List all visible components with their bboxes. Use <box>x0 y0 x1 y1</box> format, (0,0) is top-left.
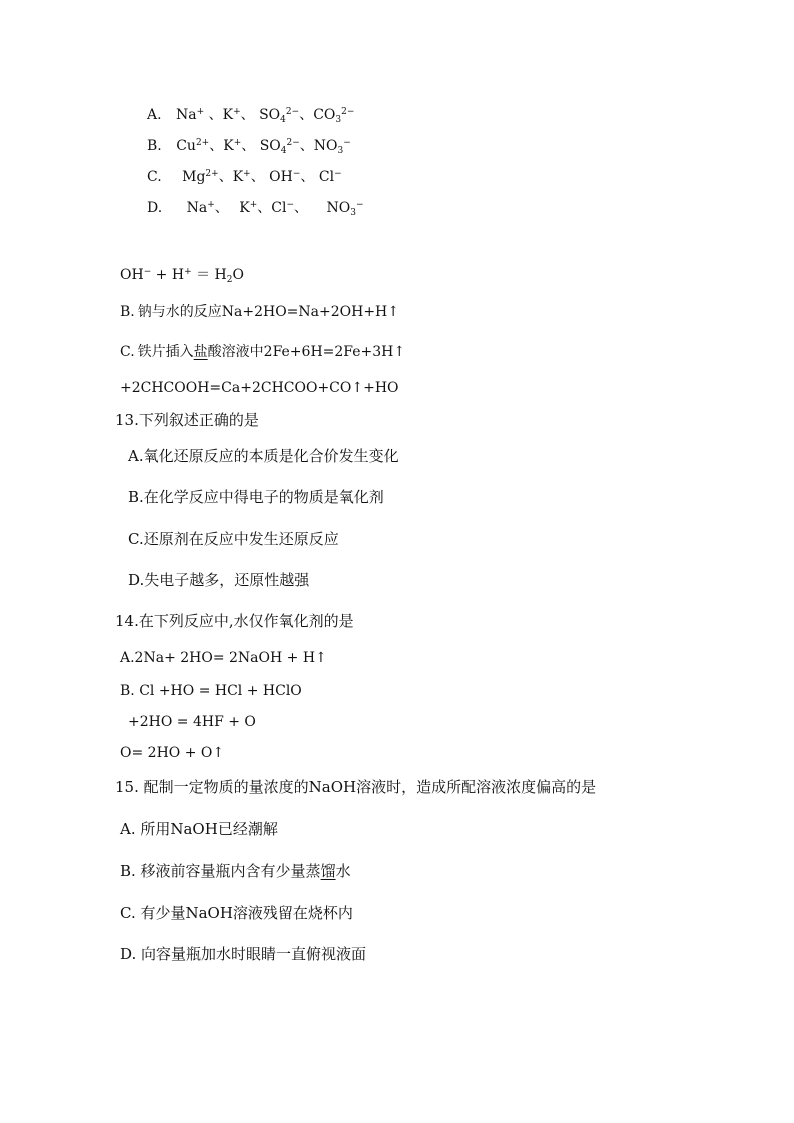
ion-charge: 2+ <box>195 138 210 148</box>
ion-option-b <box>147 136 351 156</box>
ion-charge: 2− <box>285 107 300 117</box>
option-text: A.氧化还原反应的本质是化合价发生变化 <box>128 447 399 465</box>
ion-charge: − <box>334 169 342 179</box>
option-text: C. 有少量NaOH溶液残留在烧杯内 <box>120 904 353 922</box>
ion-charge: − <box>343 138 351 148</box>
question-14-stem <box>115 611 354 631</box>
option-text: +2HO = 4HF + O <box>128 714 256 730</box>
ion-option-c <box>147 167 342 187</box>
ion-charge: 2− <box>341 107 355 117</box>
question-text: 14.在下列反应中,水仅作氧化剂的是 <box>115 612 354 630</box>
ion-charge: − <box>355 200 364 210</box>
option-text: B.在化学反应中得电子的物质是氧化剂 <box>128 488 384 506</box>
question-14-option-b <box>120 681 302 701</box>
ion-text: OH <box>269 169 293 185</box>
ion-charge: + <box>249 200 258 210</box>
equation-line-b <box>120 302 399 322</box>
ion-text: K <box>232 169 244 185</box>
ion-charge: + <box>196 107 205 117</box>
option-text: B. 移液前容量瓶内含有少量蒸 <box>120 862 321 880</box>
equation-text: ＝ H <box>191 267 227 283</box>
ion-text: Cl <box>318 169 335 185</box>
ion-charge: + <box>233 138 242 148</box>
ion-text: Na <box>176 107 197 123</box>
option-label: A. <box>147 107 162 123</box>
separator: 、 <box>241 138 256 154</box>
question-text: 13.下列叙述正确的是 <box>115 411 259 429</box>
ion-text: K <box>239 200 250 216</box>
ion-charge: 2− <box>286 138 300 148</box>
underlined-text: 盐 <box>193 344 208 360</box>
separator: 、 <box>299 138 314 154</box>
ion-text: Na <box>186 200 208 216</box>
separator: 、 <box>208 107 223 123</box>
option-label: C. <box>120 344 135 360</box>
ion-text: Mg <box>182 169 206 185</box>
ion-text: Cl <box>271 200 287 216</box>
question-13-option-b <box>128 487 384 507</box>
ion-subscript: 3 <box>335 115 342 125</box>
option-text: D. 向容量瓶加水时眼睛一直俯视液面 <box>120 945 367 963</box>
separator: 、 <box>218 169 233 185</box>
separator: 、 <box>214 200 229 216</box>
option-label: B. <box>147 138 162 154</box>
equation-text: 钠与水的反应Na+2HO=Na+2OH+H↑ <box>137 304 399 320</box>
ion-text: Cu <box>176 138 196 154</box>
ion-option-a <box>147 105 354 125</box>
ion-charge: + <box>243 169 251 179</box>
question-15-stem <box>115 777 596 797</box>
question-14-option-c <box>128 712 256 732</box>
option-text: 水 <box>335 862 351 880</box>
ion-charge: − <box>286 200 295 210</box>
option-text: B. Cl +HO = HCl + HClO <box>120 683 302 699</box>
separator: 、 <box>209 138 224 154</box>
ion-text: SO <box>259 107 281 123</box>
option-text: O= 2HO + O↑ <box>120 745 225 761</box>
option-text: A.2Na+ 2HO= 2NaOH + H↑ <box>120 650 327 666</box>
question-13-option-d <box>128 570 309 590</box>
ion-charge: − <box>143 267 152 277</box>
separator: 、 <box>299 107 314 123</box>
ion-charge: 2+ <box>205 169 219 179</box>
question-15-option-d <box>120 944 366 964</box>
equation-text: 铁片插入 <box>137 344 194 360</box>
question-14-option-a <box>120 648 327 668</box>
ion-text: SO <box>259 138 281 154</box>
ion-charge: + <box>184 267 192 277</box>
equation-line-c <box>120 342 405 362</box>
question-13-stem <box>115 410 259 430</box>
option-label: B. <box>120 304 135 320</box>
ion-subscript: 2 <box>226 275 233 285</box>
option-text: A. 所用NaOH已经潮解 <box>120 820 278 838</box>
equation-line-neutralization <box>120 265 244 285</box>
question-text: 15. 配制一定物质的量浓度的NaOH溶液时，造成所配溶液浓度偏高的是 <box>115 778 597 796</box>
equation-text: 酸溶液中2Fe+6H=2Fe+3H↑ <box>207 344 406 360</box>
ion-text: CO <box>313 107 336 123</box>
equation-text: O <box>232 267 244 283</box>
ion-text: K <box>222 107 234 123</box>
ion-subscript: 4 <box>280 115 286 125</box>
equation-text: + H <box>151 267 185 283</box>
ion-charge: + <box>207 200 215 210</box>
equation-text: OH <box>120 267 144 283</box>
underlined-text: 馏 <box>320 862 336 880</box>
separator: 、 <box>257 200 272 216</box>
option-text: D.失电子越多，还原性越强 <box>128 571 310 589</box>
option-label: C. <box>147 169 162 185</box>
question-15-option-a <box>120 819 278 839</box>
option-label: D. <box>147 200 163 216</box>
ion-subscript: 3 <box>350 208 356 218</box>
equation-text: +2CHCOOH=Ca+2CHCOO+CO↑+HO <box>120 380 399 396</box>
question-13-option-a <box>128 446 399 466</box>
separator: 、 <box>240 107 255 123</box>
question-15-option-c <box>120 903 353 923</box>
ion-text: NO <box>313 138 338 154</box>
separator: 、 <box>294 200 309 216</box>
ion-charge: + <box>233 107 241 117</box>
ion-text: K <box>223 138 234 154</box>
separator: 、 <box>250 169 265 185</box>
ion-subscript: 4 <box>280 146 287 156</box>
question-15-option-b <box>120 861 351 881</box>
ion-charge: − <box>292 169 301 179</box>
question-13-option-c <box>128 529 339 549</box>
equation-line-d <box>120 378 399 398</box>
ion-subscript: 3 <box>337 146 344 156</box>
ion-option-d <box>147 198 363 218</box>
ion-text: NO <box>326 200 351 216</box>
question-14-option-d <box>120 743 224 763</box>
option-text: C.还原剂在反应中发生还原反应 <box>128 530 339 548</box>
separator: 、 <box>300 169 315 185</box>
